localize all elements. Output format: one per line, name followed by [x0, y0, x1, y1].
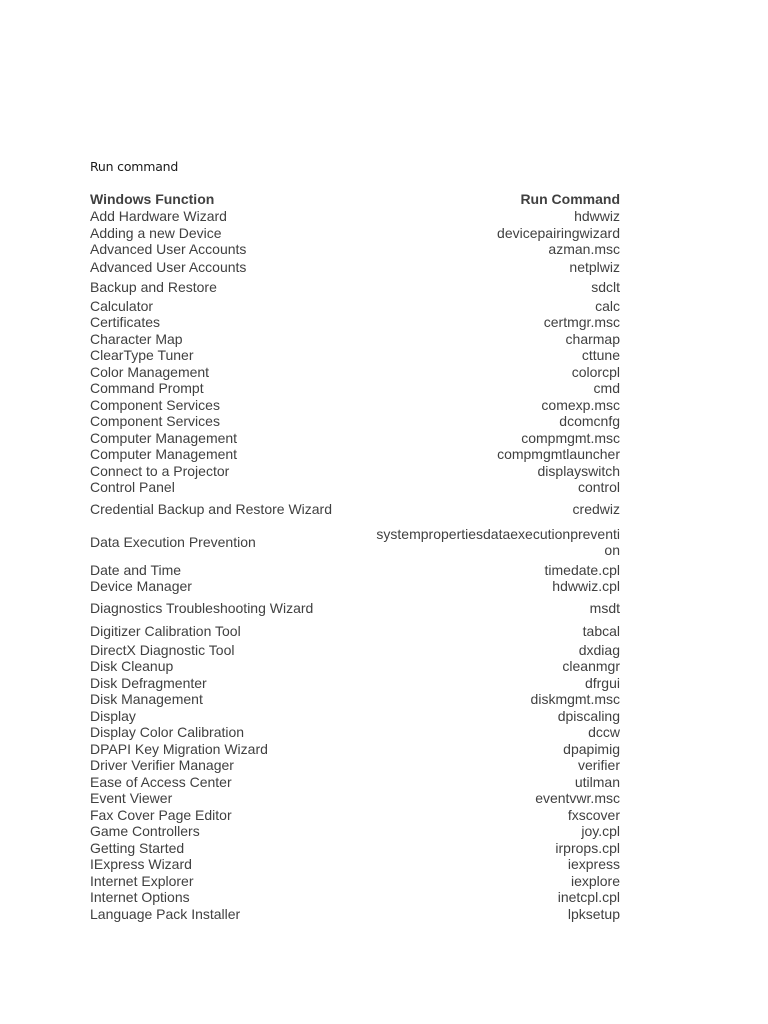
table-row: [90, 364, 620, 381]
run-command-cell: cleanmgr: [562, 658, 620, 674]
run-command-cell: verifier: [577, 757, 620, 773]
run-command-text: systempropertiesdataexecutionprevention: [376, 525, 620, 558]
function-name-cell: Diagnostics Troubleshooting Wizard: [90, 599, 314, 616]
table-row: [90, 496, 620, 523]
run-command-cell: timedate.cpl: [544, 561, 620, 578]
function-name-cell: Internet Options: [90, 889, 190, 905]
run-command-cell: dccw: [588, 724, 620, 740]
table-row: [90, 562, 620, 579]
table-row: [90, 622, 620, 642]
table-row: [90, 595, 620, 622]
table-row: [90, 446, 620, 463]
table-row: [90, 757, 620, 774]
table-row: [90, 724, 620, 741]
function-name-cell: Internet Explorer: [90, 872, 194, 889]
table-row: [90, 889, 620, 906]
function-name-cell: Driver Verifier Manager: [90, 757, 234, 773]
run-command-cell: dcomcnfg: [559, 413, 620, 429]
function-name-cell: Disk Cleanup: [90, 658, 174, 674]
function-name-cell: Event Viewer: [90, 790, 173, 806]
table-row: [90, 578, 620, 595]
table-row: [90, 413, 620, 430]
function-name-cell: Add Hardware Wizard: [90, 208, 227, 224]
table-row: [90, 331, 620, 348]
table-row: [90, 479, 620, 496]
table-row: [90, 906, 620, 923]
table-row: [90, 208, 620, 225]
function-name-cell: Getting Started: [90, 839, 185, 856]
run-command-cell: [351, 523, 620, 562]
function-name-cell: Component Services: [90, 396, 220, 413]
table-row: [90, 790, 620, 807]
run-command-cell: colorcpl: [571, 363, 620, 380]
run-command-cell: compmgmtlauncher: [497, 446, 620, 462]
table-row: [90, 642, 620, 659]
function-name-cell: Date and Time: [90, 561, 182, 578]
function-name-cell: Credential Backup and Restore Wizard: [90, 500, 333, 517]
run-command-cell: iexplore: [570, 872, 620, 889]
table-row: [90, 840, 620, 857]
run-command-cell: hdwwiz: [574, 208, 620, 224]
table-row: [90, 258, 620, 278]
run-command-cell: joy.cpl: [581, 823, 620, 839]
function-name-cell: Display Color Calibration: [90, 724, 245, 740]
run-command-cell: eventvwr.msc: [535, 790, 620, 806]
function-name-cell: DirectX Diagnostic Tool: [90, 641, 235, 658]
column-header-run-command: Run Command: [520, 191, 620, 208]
run-command-cell: dpapimig: [563, 740, 620, 757]
table-row: [90, 658, 620, 675]
table-header-row: [90, 191, 620, 208]
table-row: [90, 708, 620, 725]
function-name-cell: Disk Defragmenter: [90, 674, 207, 691]
document-heading: Run command: [90, 159, 179, 174]
function-name-cell: Command Prompt: [90, 380, 204, 396]
run-command-cell: calc: [595, 297, 620, 314]
function-name-cell: ClearType Tuner: [90, 347, 194, 363]
function-name-cell: Computer Management: [90, 429, 238, 446]
table-row: [90, 523, 620, 562]
run-command-table: [90, 191, 620, 922]
run-command-cell: irprops.cpl: [555, 839, 620, 856]
run-command-cell: lpksetup: [567, 905, 620, 922]
function-name-cell: Ease of Access Center: [90, 773, 232, 790]
function-name-cell: Connect to a Projector: [90, 462, 230, 479]
table-row: [90, 278, 620, 298]
table-row: [90, 380, 620, 397]
run-command-cell: control: [577, 479, 620, 495]
table-row: [90, 298, 620, 315]
run-command-cell: dxdiag: [578, 641, 620, 658]
run-command-cell: compmgmt.msc: [521, 429, 620, 446]
column-header-windows-function: Windows Function: [90, 191, 215, 208]
table-row: [90, 856, 620, 873]
run-command-cell: comexp.msc: [541, 396, 620, 413]
run-command-cell: utilman: [574, 773, 620, 790]
run-command-cell: fxscover: [567, 806, 620, 823]
function-name-cell: IExpress Wizard: [90, 856, 192, 872]
table-row: [90, 774, 620, 791]
run-command-cell: certmgr.msc: [543, 314, 620, 330]
run-command-cell: credwiz: [572, 500, 620, 517]
table-row: [90, 691, 620, 708]
table-row: [90, 225, 620, 242]
function-name-cell: Display: [90, 707, 136, 724]
run-command-cell: dpiscaling: [557, 707, 620, 724]
function-name-cell: Character Map: [90, 330, 183, 347]
function-name-cell: Digitizer Calibration Tool: [90, 623, 241, 640]
function-name-cell: Advanced User Accounts: [90, 241, 247, 257]
function-name-cell: DPAPI Key Migration Wizard: [90, 740, 268, 757]
run-command-cell: displayswitch: [537, 462, 620, 479]
function-name-cell: Backup and Restore: [90, 279, 217, 296]
table-row: [90, 741, 620, 758]
run-command-cell: diskmgmt.msc: [530, 691, 620, 707]
function-name-cell: Calculator: [90, 297, 154, 314]
table-row: [90, 823, 620, 840]
run-command-cell: iexpress: [567, 856, 620, 872]
function-name-cell: Certificates: [90, 314, 161, 330]
run-command-cell: devicepairingwizard: [497, 224, 620, 241]
table-row: [90, 397, 620, 414]
table-row: [90, 347, 620, 364]
table-row: [90, 430, 620, 447]
run-command-cell: cmd: [593, 380, 620, 396]
function-name-cell: Control Panel: [90, 479, 175, 495]
table-row: [90, 463, 620, 480]
function-name-cell: Fax Cover Page Editor: [90, 806, 232, 823]
table-row: [90, 807, 620, 824]
run-command-cell: dfrgui: [584, 674, 620, 691]
function-name-cell: Adding a new Device: [90, 224, 222, 241]
table-row: [90, 314, 620, 331]
run-command-cell: cttune: [581, 347, 620, 363]
function-name-cell: Device Manager: [90, 578, 192, 594]
run-command-cell: sdclt: [591, 279, 620, 296]
table-row: [90, 241, 620, 258]
function-name-cell: Component Services: [90, 413, 220, 429]
function-name-cell: Computer Management: [90, 446, 238, 462]
run-command-cell: tabcal: [582, 623, 620, 640]
function-name-cell: Game Controllers: [90, 823, 200, 839]
run-command-cell: charmap: [565, 330, 620, 347]
function-name-cell: Disk Management: [90, 691, 203, 707]
run-command-cell: azman.msc: [548, 241, 620, 257]
run-command-cell: msdt: [589, 599, 620, 616]
function-name-cell: Advanced User Accounts: [90, 259, 247, 276]
function-name-cell: Data Execution Prevention: [90, 533, 256, 550]
run-command-cell: netplwiz: [569, 259, 620, 276]
function-name-cell: Color Management: [90, 363, 210, 380]
table-row: [90, 873, 620, 890]
table-row: [90, 675, 620, 692]
run-command-cell: inetcpl.cpl: [557, 889, 620, 905]
function-name-cell: Language Pack Installer: [90, 905, 241, 922]
run-command-cell: hdwwiz.cpl: [552, 578, 620, 594]
